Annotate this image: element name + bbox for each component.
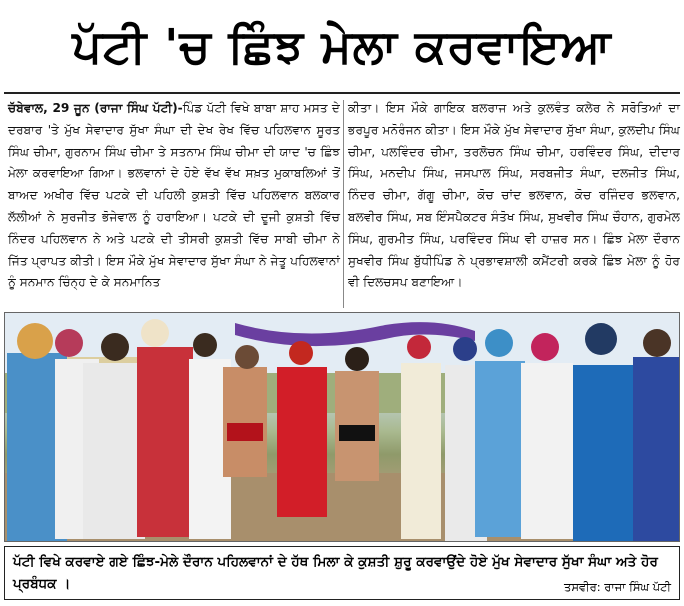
event-photo-illustration xyxy=(5,313,679,541)
photo-caption-box xyxy=(4,546,680,600)
article-column-1 xyxy=(8,98,340,308)
article-column-2: ਕੀਤਾ। ਇਸ ਮੌਕੇ ਗਾਇਕ ਬਲਰਾਜ ਅਤੇ ਕੁਲਵੰਤ ਕਲੇਰ ਨੇ ਸਰੋਤਿਆਂ ਦਾ ਭਰਪੂਰ ਮਨੋਰੰਜਨ ਕੀਤਾ। ਇਸ ਮੌਕੇ ਮੁੱਖ ਸੇਵਾਦਾਰ ਸੁੱਖਾ ਸੰਘਾ, ਕੁਲਦੀਪ ਸਿੰਘ ਚੀਮਾ, ਪਲਵਿੰਦਰ ਚੀਮਾ, ਤਰਲੋਚਨ ਸਿੰਘ ਚੀਮਾ, ਹਰਵਿੰਦਰ ਸਿੰਘ, ਦੀਦਾਰ ਸਿੰਘ, ਮਨਦੀਪ ਸਿੰਘ, ਜਸਪਾਲ ਸਿੰਘ, ਸਰਬਜੀਤ ਸੰਘਾ, ਦਲਜੀਤ ਸਿੰਘ, ਨਿੰਦਰ ਚੀਮਾ, ਗੱਗੂ ਚੀਮਾ, ਕੋਚ ਚਾਂਦ ਭਲਵਾਨ, ਕੋਚ ਰਜਿੰਦਰ ਭਲਵਾਨ, ਬਲਵੀਰ ਸਿੰਘ, ਸਬ ਇੰਸਪੈਕਟਰ ਸੰਤੋਖ ਸਿੰਘ, ਸੁਖਵੀਰ ਸਿੰਘ ਚੌਹਾਨ, ਗੁਰਮੇਲ ਸਿੰਘ, ਗੁਰਮੀਤ ਸਿੰਘ, ਪਰਵਿੰਦਰ ਸਿੰਘ ਵੀ ਹਾਜ਼ਰ ਸਨ। ਛਿੰਝ ਮੇਲਾ ਦੌਰਾਨ ਸੁਖਵੀਰ ਸਿੰਘ ਬੁੱਧੀਪਿੰਡ ਨੇ ਪ੍ਰਭਾਵਸ਼ਾਲੀ ਕਮੈਂਟਰੀ ਕਰਕੇ ਛਿੰਝ ਮੇਲਾ ਨੂੰ ਹੋਰ ਵੀ ਦਿਲਚਸਪ ਬਣਾਇਆ। xyxy=(348,101,680,290)
headline-rule xyxy=(4,92,680,94)
column-divider xyxy=(343,100,344,308)
dateline: ਚੱਬੇਵਾਲ, 29 ਜੂਨ (ਰਾਜਾ ਸਿੰਘ ਪੱਟੀ)- xyxy=(8,101,183,115)
photo-caption: ਪੱਟੀ ਵਿਖੇ ਕਰਵਾਏ ਗਏ ਛਿੰਝ-ਮੇਲੇ ਦੌਰਾਨ ਪਹਿਲਵਾਨਾਂ ਦੇ ਹੱਥ ਮਿਲਾ ਕੇ ਕੁਸ਼ਤੀ ਸ਼ੁਰੂ ਕਰਵਾਉਂਦੇ ਹੋਏ ਮੁੱਖ ਸੇਵਾਦਾਰ ਸੁੱਖਾ ਸੰਘਾ ਅਤੇ ਹੋਰ ਪ੍ਰਬੰਧਕ । xyxy=(13,554,658,592)
news-clipping xyxy=(4,4,680,602)
photo-credit: ਤਸਵੀਰ: ਰਾਜਾ ਸਿੰਘ ਪੱਟੀ xyxy=(563,580,671,594)
event-photo xyxy=(4,312,680,542)
column-1-text: ਪਿੰਡ ਪੱਟੀ ਵਿਖੇ ਬਾਬਾ ਸ਼ਾਹ ਮਸਤ ਦੇ ਦਰਬਾਰ 'ਤੇ ਮੁੱਖ ਸੇਵਾਦਾਰ ਸੁੱਖਾ ਸੰਘਾ ਦੀ ਦੇਖ ਰੇਖ ਵਿੱਚ ਪਹਿਲਵਾਨ ਸੂਰਤ ਸਿੰਘ ਚੀਮਾ, ਗੁਰਨਾਮ ਸਿੰਘ ਚੀਮਾ ਤੇ ਸਤਨਾਮ ਸਿੰਘ ਚੀਮਾ ਦੀ ਯਾਦ 'ਚ ਛਿੰਝ ਮੇਲਾ ਕਰਵਾਇਆ ਗਿਆ। ਭਲਵਾਨਾਂ ਦੇ ਹੋਏ ਵੱਖ ਵੱਖ ਸਖ਼ਤ ਮੁਕਾਬਲਿਆਂ ਤੋਂ ਬਾਅਦ ਅਖੀਰ ਵਿੱਚ ਪਟਕੇ ਦੀ ਪਹਿਲੀ ਕੁਸ਼ਤੀ ਵਿੱਚ ਪਹਿਲਵਾਨ ਬਲਕਾਰ ਲੱਲੀਆਂ ਨੇ ਸੁਰਜੀਤ ਭੋਜੇਵਾਲ ਨੂੰ ਹਰਾਇਆ। ਪਟਕੇ ਦੀ ਦੂਜੀ ਕੁਸ਼ਤੀ ਵਿੱਚ ਨਿੰਦਰ ਪਹਿਲਵਾਨ ਨੇ ਅਤੇ ਪਟਕੇ ਦੀ ਤੀਸਰੀ ਕੁਸ਼ਤੀ ਵਿੱਚ ਸਾਬੀ ਚੀਮਾ ਨੇ ਜਿੱਤ ਪ੍ਰਾਪਤ ਕੀਤੀ। ਇਸ ਮੌਕੇ ਮੁੱਖ ਸੇਵਾਦਾਰ ਸੁੱਖਾ ਸੰਘਾ ਨੇ ਜੇਤੂ ਪਹਿਲਵਾਨਾਂ ਨੂੰ ਸਨਮਾਨ ਚਿੰਨ੍ਹ ਦੇ ਕੇ ਸਨਮਾਨਿਤ xyxy=(8,101,340,290)
headline: ਪੱਟੀ 'ਚ ਛਿੰਝ ਮੇਲਾ ਕਰਵਾਇਆ xyxy=(72,19,612,73)
